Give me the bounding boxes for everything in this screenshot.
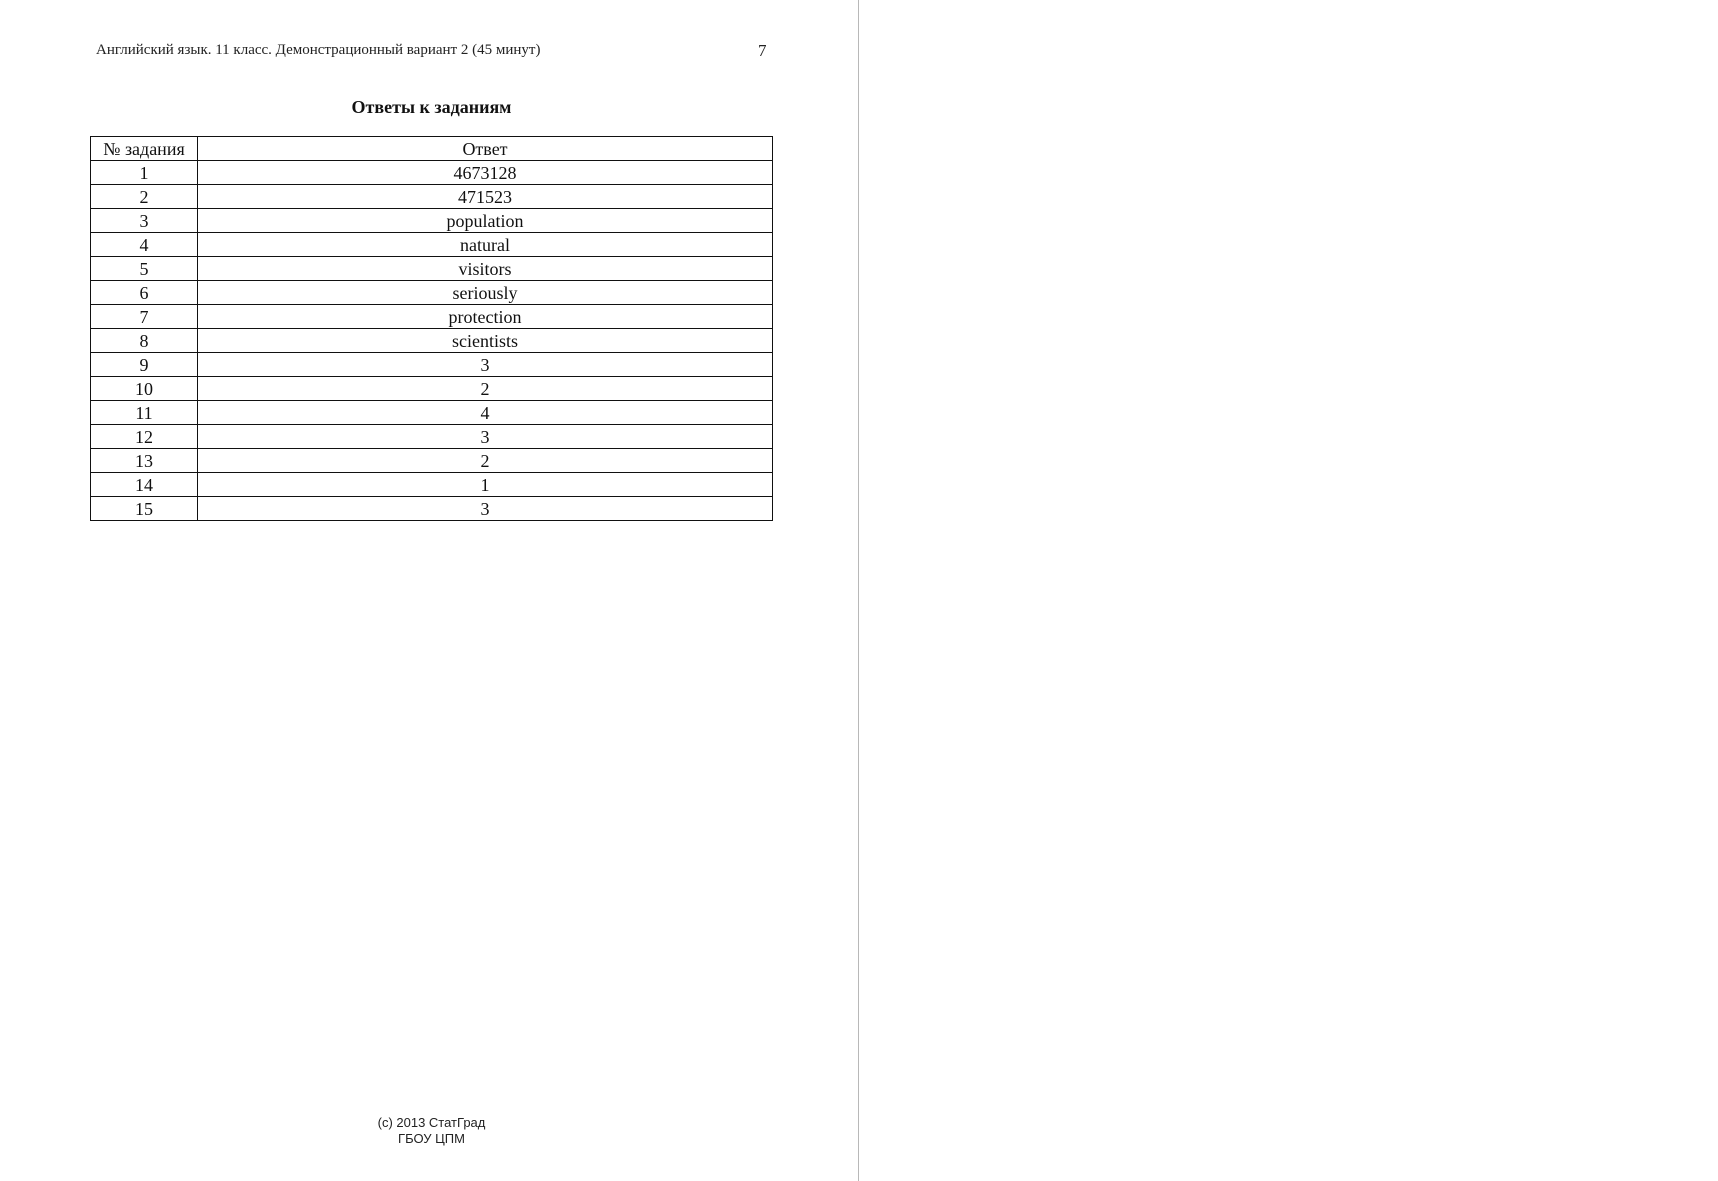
table-row — [91, 257, 773, 281]
answer-cell: 2 — [198, 377, 773, 401]
answer-cell: visitors — [198, 257, 773, 281]
footer-organization: ГБОУ ЦПМ — [398, 1131, 465, 1146]
page-footer — [290, 1115, 573, 1147]
column-header-task-number: № задания — [91, 137, 198, 161]
answer-cell: 3 — [198, 425, 773, 449]
answer-cell: 4673128 — [198, 161, 773, 185]
left-page — [0, 0, 858, 1181]
table-row — [91, 353, 773, 377]
answers-table — [90, 136, 773, 521]
answer-cell: 1 — [198, 473, 773, 497]
answer-cell: population — [198, 209, 773, 233]
answer-cell: 2 — [198, 449, 773, 473]
table-row — [91, 425, 773, 449]
answer-cell: 3 — [198, 353, 773, 377]
table-row — [91, 377, 773, 401]
answer-cell: seriously — [198, 281, 773, 305]
running-header: Английский язык. 11 класс. Демонстрационный вариант 2 (45 минут) — [96, 42, 541, 58]
task-number-cell: 14 — [91, 473, 198, 497]
table-row — [91, 209, 773, 233]
task-number-cell: 5 — [91, 257, 198, 281]
task-number-cell: 13 — [91, 449, 198, 473]
table-row — [91, 161, 773, 185]
answer-cell: 4 — [198, 401, 773, 425]
table-row — [91, 305, 773, 329]
table-row — [91, 233, 773, 257]
answer-cell: 471523 — [198, 185, 773, 209]
answer-cell: protection — [198, 305, 773, 329]
task-number-cell: 8 — [91, 329, 198, 353]
task-number-cell: 6 — [91, 281, 198, 305]
table-row — [91, 329, 773, 353]
task-number-cell: 11 — [91, 401, 198, 425]
table-row — [91, 185, 773, 209]
answer-cell: scientists — [198, 329, 773, 353]
task-number-cell: 1 — [91, 161, 198, 185]
table-row — [91, 281, 773, 305]
column-header-answer: Ответ — [198, 137, 773, 161]
footer-copyright: (c) 2013 СтатГрад — [377, 1115, 486, 1130]
task-number-cell: 3 — [91, 209, 198, 233]
task-number-cell: 10 — [91, 377, 198, 401]
task-number-cell: 2 — [91, 185, 198, 209]
task-number-cell: 12 — [91, 425, 198, 449]
table-row — [91, 497, 773, 521]
task-number-cell: 15 — [91, 497, 198, 521]
table-row — [91, 401, 773, 425]
page-number: 7 — [758, 41, 767, 60]
table-row — [91, 473, 773, 497]
right-page-blank — [859, 0, 1718, 1181]
task-number-cell: 9 — [91, 353, 198, 377]
answer-cell: 3 — [198, 497, 773, 521]
answer-cell: natural — [198, 233, 773, 257]
task-number-cell: 4 — [91, 233, 198, 257]
table-header-row — [91, 137, 773, 161]
task-number-cell: 7 — [91, 305, 198, 329]
section-title: Ответы к заданиям — [351, 97, 512, 117]
table-row — [91, 449, 773, 473]
